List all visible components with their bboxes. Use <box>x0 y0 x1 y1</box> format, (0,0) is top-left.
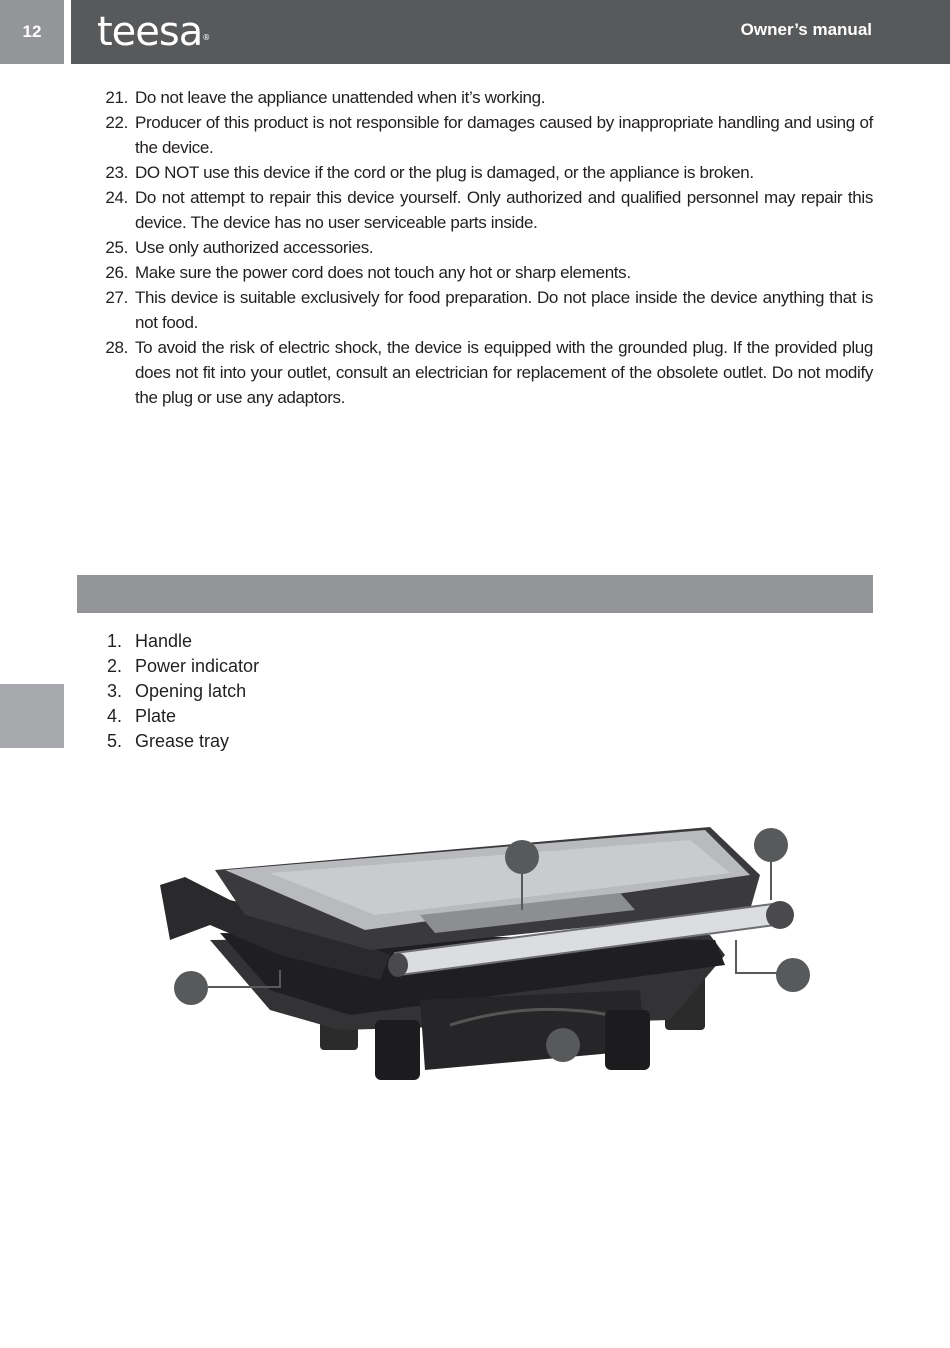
safety-instruction-item-number: 28. <box>105 338 128 357</box>
part-item-text: Grease tray <box>135 731 230 751</box>
safety-instruction-item-text: DO NOT use this device if the cord or the plug is damaged, or the appliance is broken. <box>135 163 754 182</box>
brand-name: teesa <box>97 9 203 55</box>
safety-instruction-item <box>100 160 873 185</box>
contact-grill-illustration <box>150 815 820 1095</box>
safety-instruction-item-number: 25. <box>105 238 128 257</box>
safety-instruction-item <box>100 335 873 410</box>
side-tab <box>0 684 64 748</box>
part-item <box>100 629 500 654</box>
callout-opening-latch <box>776 958 810 992</box>
safety-instruction-item-text: Use only authorized accessories. <box>135 238 374 257</box>
callout-power-indicator <box>505 840 539 874</box>
callout-plate <box>174 971 208 1005</box>
safety-instruction-item-number: 21. <box>105 88 128 107</box>
safety-instruction-item <box>100 235 873 260</box>
front-foot-left <box>375 1020 420 1080</box>
safety-instruction-item <box>100 285 873 335</box>
brand-registered-mark: ® <box>202 33 210 42</box>
safety-instruction-item <box>100 110 873 160</box>
part-item <box>100 679 500 704</box>
part-item-text: Opening latch <box>135 681 247 701</box>
header-bar <box>71 0 950 64</box>
part-item <box>100 704 500 729</box>
safety-instruction-item-text: Make sure the power cord does not touch any hot or sharp elements. <box>135 263 631 282</box>
manual-title: Owner’s manual <box>740 20 872 39</box>
safety-instruction-item <box>100 260 873 285</box>
safety-instructions-list <box>100 85 873 410</box>
page-number: 12 <box>0 0 64 64</box>
part-item-text: Plate <box>135 706 177 726</box>
part-item-number: 5. <box>106 731 122 751</box>
brand-logo <box>97 8 209 56</box>
safety-instruction-item-number: 27. <box>105 288 128 307</box>
safety-instruction-item-text: Producer of this product is not responsible for damages caused by inappropriate handling and using of the device. <box>135 113 873 157</box>
safety-instruction-item-text: This device is suitable exclusively for food preparation. Do not place inside the device anything that is not food. <box>135 288 873 332</box>
part-item <box>100 654 500 679</box>
parts-list <box>100 629 500 754</box>
front-foot-right <box>605 1010 650 1070</box>
safety-instruction-item-number: 26. <box>105 263 128 282</box>
part-item <box>100 729 500 754</box>
section-header-bar <box>77 575 873 613</box>
part-item-number: 1. <box>106 631 122 651</box>
part-item-number: 3. <box>106 681 122 701</box>
safety-instruction-item <box>100 85 873 110</box>
safety-instruction-item-number: 22. <box>105 113 128 132</box>
safety-instruction-item-text: To avoid the risk of electric shock, the device is equipped with the grounded plug. If the provided plug does not fit into your outlet, consult an electrician for replacement of the obsolete outlet. Do not modify the plug or use any adaptors. <box>135 338 873 407</box>
safety-instruction-item-text: Do not leave the appliance unattended when it’s working. <box>135 88 546 107</box>
part-item-text: Handle <box>135 631 193 651</box>
part-item-text: Power indicator <box>135 656 260 676</box>
safety-instruction-item-number: 24. <box>105 188 128 207</box>
safety-instruction-item-text: Do not attempt to repair this device yourself. Only authorized and qualified personnel may repair this device. The device has no user serviceable parts inside. <box>135 188 873 232</box>
part-item-number: 4. <box>106 706 122 726</box>
callout-handle <box>754 828 788 862</box>
safety-instruction-item-number: 23. <box>105 163 128 182</box>
part-item-number: 2. <box>106 656 122 676</box>
callout-grease-tray <box>546 1028 580 1062</box>
safety-instruction-item <box>100 185 873 235</box>
